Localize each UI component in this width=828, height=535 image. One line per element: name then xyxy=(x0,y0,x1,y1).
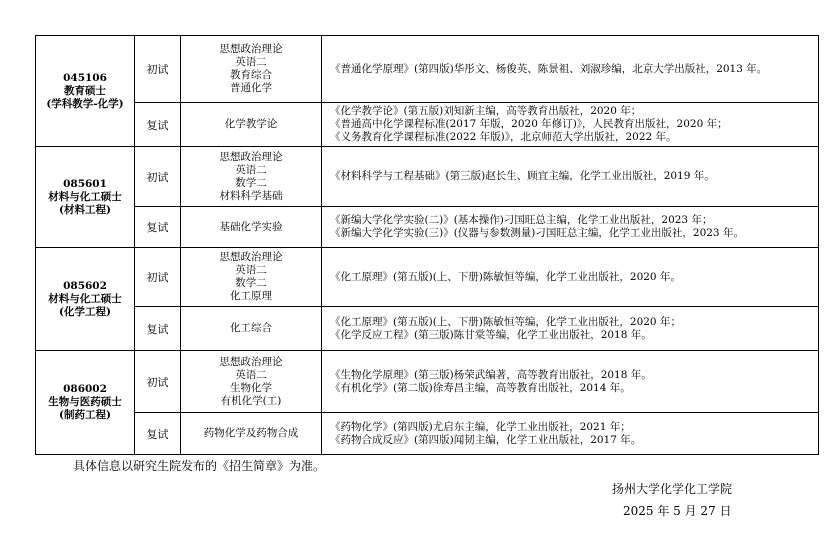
reference-book-item: 《材料科学与工程基础》(第三版)赵长生、顾宜主编，化学工业出版社，2019 年。 xyxy=(330,170,715,182)
subject-item: 有机化学(工) xyxy=(220,394,282,407)
exam-stage-cell: 初试 xyxy=(135,36,181,103)
reference-books-cell xyxy=(322,307,819,351)
subject-item: 教育综合 xyxy=(230,69,272,81)
subject-item: 化工原理 xyxy=(230,290,272,302)
reference-book-item: 《化工原理》(第五版)(上、下册)陈敏恒等编，化学工业出版社，2020 年。 xyxy=(330,270,681,283)
subject-item: 普通化学 xyxy=(230,82,272,94)
major-line: 材料与化工硕士 xyxy=(48,190,122,203)
reference-book-item: 《义务教育化学课程标准(2022 年版)》，北京师范大学出版社，2022 年。 xyxy=(330,131,677,143)
reference-books-cell xyxy=(322,413,819,455)
subject-item: 数学二 xyxy=(235,277,267,289)
exam-stage-cell: 初试 xyxy=(135,147,181,207)
exam-reference-table xyxy=(35,35,819,455)
major-line: (化学工程) xyxy=(59,305,111,318)
footer-organization: 扬州大学化学化工学院 xyxy=(612,482,733,496)
subject-item: 材料科学基础 xyxy=(219,189,283,202)
reference-books-cell xyxy=(322,147,819,207)
table-row xyxy=(36,36,819,103)
table-row xyxy=(36,307,819,351)
reference-book-item: 《化学教学论》(第五版)刘知新主编，高等教育出版社，2020 年； xyxy=(330,105,642,117)
major-line: (学科教学-化学) xyxy=(46,97,124,110)
subjects-cell xyxy=(181,351,322,413)
reference-book-item: 《新编大学化学实验(三)》(仪器与参数测量)刁国旺总主编，化学工业出版社，2023 年。 xyxy=(330,227,744,239)
subjects-cell xyxy=(181,248,322,307)
subject-item: 药物化学及药物合成 xyxy=(203,427,299,439)
reference-book-item: 《普通高中化学课程标准(2017 年版，2020 年修订)》，人民教育出版社，2020 年； xyxy=(330,118,728,130)
major-cell xyxy=(36,351,135,455)
reference-book-item: 《新编大学化学实验(二)》(基本操作)刁国旺总主编，化学工业出版社，2023 年； xyxy=(330,214,713,226)
table-row xyxy=(36,147,819,207)
subject-item: 思想政治理论 xyxy=(219,251,283,263)
reference-book-item: 《化工原理》(第五版)(上、下册)陈敏恒等编，化学工业出版社，2020 年； xyxy=(330,315,681,328)
exam-stage-cell: 复试 xyxy=(135,307,181,351)
subjects-cell xyxy=(181,207,322,248)
major-line: (材料工程) xyxy=(59,203,111,216)
exam-stage-cell: 复试 xyxy=(135,207,181,248)
major-line: (制药工程) xyxy=(59,409,111,421)
reference-books-cell xyxy=(322,207,819,248)
subjects-cell xyxy=(181,36,322,103)
major-line: 085602 xyxy=(63,279,107,292)
subject-item: 思想政治理论 xyxy=(219,150,283,163)
subjects-cell xyxy=(181,413,322,455)
table-body xyxy=(36,36,819,455)
subjects-cell xyxy=(181,147,322,207)
major-line: 085601 xyxy=(63,177,107,190)
subject-item: 英语二 xyxy=(235,368,267,381)
major-cell xyxy=(36,248,135,351)
table-row xyxy=(36,351,819,413)
subject-item: 英语二 xyxy=(235,264,267,276)
footer-date: 2025 年 5 月 27 日 xyxy=(623,504,732,518)
reference-book-item: 《药物化学》(第四版)尤启东主编，化学工业出版社，2021 年； xyxy=(330,420,631,433)
subject-item: 思想政治理论 xyxy=(219,43,283,55)
major-cell xyxy=(36,36,135,147)
reference-books-cell xyxy=(322,351,819,413)
reference-books-cell xyxy=(322,248,819,307)
subject-item: 基础化学实验 xyxy=(219,220,283,233)
subject-item: 生物化学 xyxy=(230,381,272,394)
reference-book-item: 《生物化学原理》(第三版)杨荣武编著，高等教育出版社，2018 年。 xyxy=(330,368,652,381)
reference-book-item: 《普通化学原理》(第四版)华彤文、杨俊英、陈景祖、刘淑珍编，北京大学出版社，2013 年。 xyxy=(330,62,768,75)
major-line: 教育硕士 xyxy=(64,84,106,97)
exam-stage-cell: 复试 xyxy=(135,103,181,147)
major-line: 086002 xyxy=(63,383,107,395)
subject-item: 英语二 xyxy=(235,163,267,176)
reference-book-item: 《药物合成反应》(第四版)闻韧主编，化学工业出版社，2017 年。 xyxy=(330,433,642,446)
footer-note: 具体信息以研究生院发布的《招生简章》为准。 xyxy=(73,459,326,473)
reference-books-cell xyxy=(322,103,819,147)
exam-stage-cell: 初试 xyxy=(135,351,181,413)
table-row xyxy=(36,103,819,147)
exam-stage-cell: 初试 xyxy=(135,248,181,307)
major-cell xyxy=(36,147,135,248)
table-row xyxy=(36,248,819,307)
subject-item: 思想政治理论 xyxy=(219,355,283,368)
subject-item: 化学教学论 xyxy=(224,118,278,130)
major-line: 生物与医药硕士 xyxy=(48,396,122,408)
major-line: 材料与化工硕士 xyxy=(48,292,122,305)
subject-item: 数学二 xyxy=(235,176,267,189)
table-row xyxy=(36,207,819,248)
subject-item: 化工综合 xyxy=(230,322,272,334)
subjects-cell xyxy=(181,307,322,351)
table-row xyxy=(36,413,819,455)
major-line: 045106 xyxy=(63,71,107,84)
exam-stage-cell: 复试 xyxy=(135,413,181,455)
subjects-cell xyxy=(181,103,322,147)
reference-books-cell xyxy=(322,36,819,103)
reference-book-item: 《有机化学》(第二版)徐寿昌主编，高等教育出版社，2014 年。 xyxy=(330,381,631,394)
subject-item: 英语二 xyxy=(235,56,267,68)
reference-book-item: 《化学反应工程》(第三版)陈甘棠等编，化学工业出版社，2018 年。 xyxy=(330,328,652,341)
